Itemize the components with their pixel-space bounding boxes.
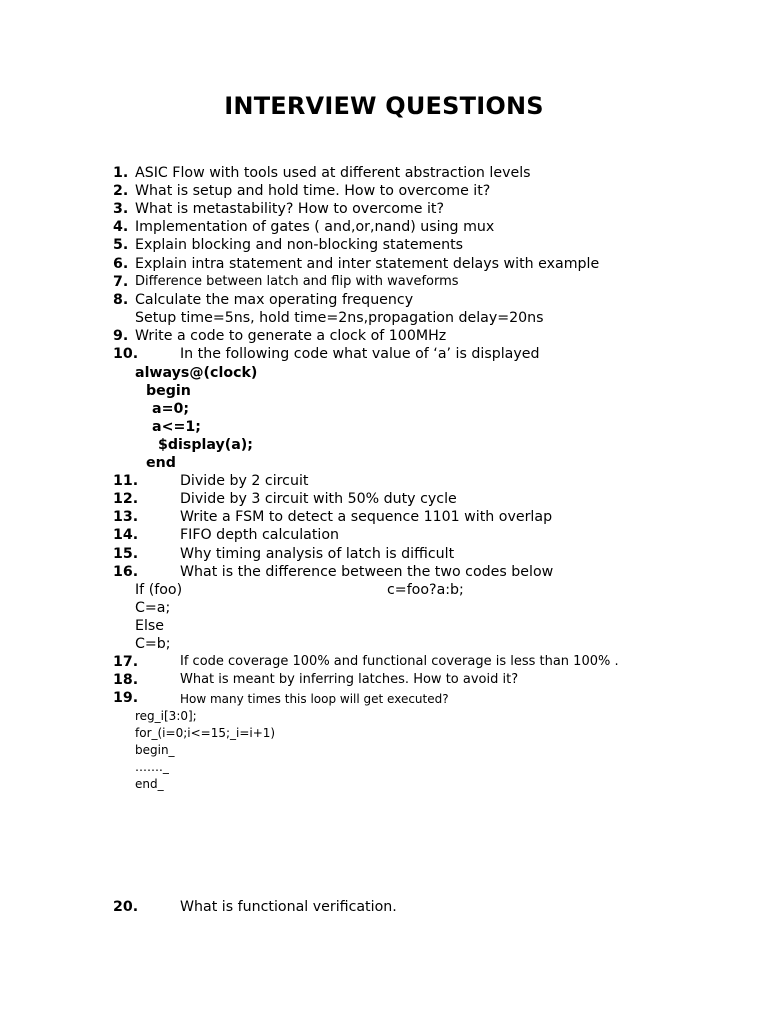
question-text: What is meant by inferring latches. How to avoid it? (180, 672, 519, 687)
code-line: always@(clock) (135, 365, 258, 381)
question-number: 6. (113, 256, 129, 272)
question-number: 12. (113, 491, 139, 507)
code-line: begin (146, 383, 191, 399)
question-text: ASIC Flow with tools used at different abstraction levels (135, 165, 531, 181)
code-line: reg_i[3:0]; (135, 709, 197, 723)
code-line: a=0; (152, 401, 190, 417)
question-number: 1. (113, 165, 129, 181)
question-number: 8. (113, 292, 129, 308)
question-text: If code coverage 100% and functional coverage is less than 100% . (180, 654, 619, 669)
question-text: Write a FSM to detect a sequence 1101 with overlap (180, 509, 553, 525)
question-number: 11. (113, 473, 139, 489)
question-number: 20. (113, 899, 139, 915)
question-number: 16. (113, 564, 139, 580)
question-text: What is metastability? How to overcome it? (135, 201, 445, 217)
page-title: INTERVIEW QUESTIONS (224, 92, 544, 120)
question-number: 13. (113, 509, 139, 525)
question-text: What is functional verification. (180, 899, 397, 915)
question-text: Explain intra statement and inter statement delays with example (135, 256, 600, 272)
question-number: 2. (113, 183, 129, 199)
code-line: c=foo?a:b; (387, 582, 464, 598)
question-text: Explain blocking and non-blocking statements (135, 237, 464, 253)
code-line: end (146, 455, 176, 471)
code-line: a<=1; (152, 419, 201, 435)
question-number: 19. (113, 690, 139, 706)
question-text: What is setup and hold time. How to overcome it? (135, 183, 491, 199)
question-number: 5. (113, 237, 129, 253)
question-text: Divide by 3 circuit with 50% duty cycle (180, 491, 457, 507)
code-line: begin_ (135, 743, 175, 757)
code-line: C=a; (135, 600, 171, 616)
question-text: Divide by 2 circuit (180, 473, 309, 489)
question-text: Why timing analysis of latch is difficult (180, 546, 455, 562)
question-text: FIFO depth calculation (180, 527, 340, 543)
question-number: 7. (113, 274, 129, 290)
question-text: Difference between latch and flip with waveforms (135, 274, 459, 289)
code-line: Else (135, 618, 165, 634)
question-text: Calculate the max operating frequency (135, 292, 414, 308)
question-number: 14. (113, 527, 139, 543)
question-text: In the following code what value of ‘a’ is displayed (180, 346, 540, 362)
question-text: Implementation of gates ( and,or,nand) using mux (135, 219, 495, 235)
question-number: 18. (113, 672, 139, 688)
question-number: 17. (113, 654, 139, 670)
question-number: 3. (113, 201, 129, 217)
code-line: for_(i=0;i<=15;_i=i+1) (135, 726, 276, 740)
code-line: $display(a); (158, 437, 253, 453)
question-text: How many times this loop will get executed? (180, 692, 449, 706)
code-line: end_ (135, 777, 164, 791)
question-text: Write a code to generate a clock of 100MHz (135, 328, 447, 344)
question-number: 15. (113, 546, 139, 562)
code-line: C=b; (135, 636, 171, 652)
question-number: 9. (113, 328, 129, 344)
question-text: What is the difference between the two codes below (180, 564, 554, 580)
question-number: 10. (113, 346, 139, 362)
code-line: ……._ (135, 760, 169, 774)
question-number: 4. (113, 219, 129, 235)
question-subtext: Setup time=5ns, hold time=2ns,propagation delay=20ns (135, 310, 544, 326)
code-line: If (foo) (135, 582, 183, 598)
